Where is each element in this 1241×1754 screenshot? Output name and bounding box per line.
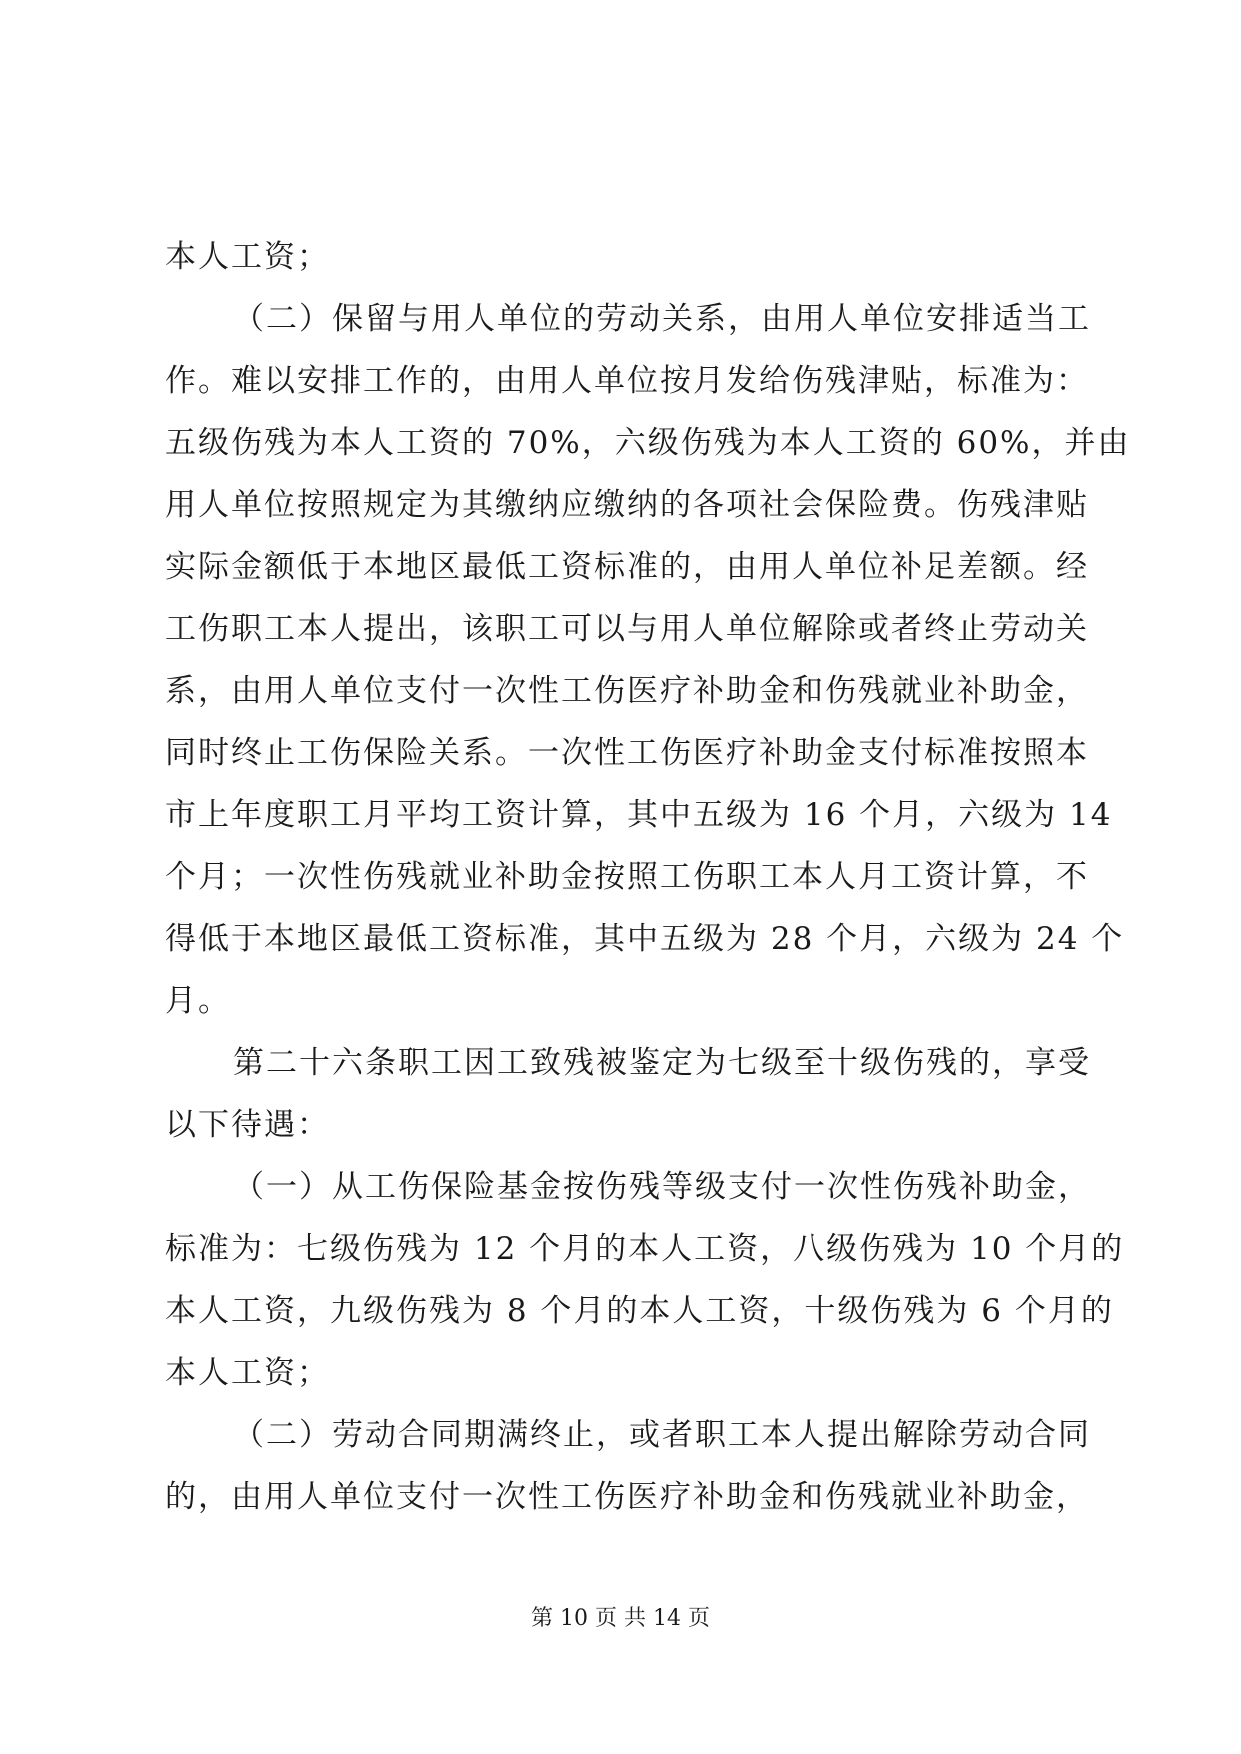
text-line: 本人工资； [165, 239, 330, 275]
text-line: 月。 [165, 983, 231, 1019]
text-line: 标准为：七级伤残为 12 个月的本人工资，八级伤残为 10 个月的 [165, 1231, 1125, 1267]
text-line: 五级伤残为本人工资的 70%，六级伤残为本人工资的 60%，并由 [165, 425, 1131, 461]
text-line: 得低于本地区最低工资标准，其中五级为 28 个月，六级为 24 个 [165, 921, 1125, 957]
text-line: 工伤职工本人提出，该职工可以与用人单位解除或者终止劳动关 [165, 611, 1089, 647]
text-line: 市上年度职工月平均工资计算，其中五级为 16 个月，六级为 14 [165, 797, 1113, 833]
page-number: 第 10 页 共 14 页 [531, 1606, 710, 1631]
text-line: 作。难以安排工作的，由用人单位按月发给伤残津贴，标准为： [165, 363, 1089, 399]
text-line: （一）从工伤保险基金按伤残等级支付一次性伤残补助金， [233, 1169, 1091, 1205]
text-line: 以下待遇： [165, 1107, 330, 1143]
text-line: （二）保留与用人单位的劳动关系，由用人单位安排适当工 [233, 301, 1091, 337]
text-line: （二）劳动合同期满终止，或者职工本人提出解除劳动合同 [233, 1417, 1091, 1453]
text-line: 系，由用人单位支付一次性工伤医疗补助金和伤残就业补助金， [165, 673, 1089, 709]
text-line: 个月；一次性伤残就业补助金按照工伤职工本人月工资计算，不 [165, 859, 1089, 895]
text-line: 用人单位按照规定为其缴纳应缴纳的各项社会保险费。伤残津贴 [165, 487, 1089, 523]
text-line: 本人工资； [165, 1355, 330, 1391]
text-line: 的，由用人单位支付一次性工伤医疗补助金和伤残就业补助金， [165, 1479, 1089, 1515]
text-line: 实际金额低于本地区最低工资标准的，由用人单位补足差额。经 [165, 549, 1089, 585]
text-line: 第二十六条职工因工致残被鉴定为七级至十级伤残的，享受 [233, 1045, 1091, 1081]
body-text [165, 226, 1131, 1528]
text-line: 本人工资，九级伤残为 8 个月的本人工资，十级伤残为 6 个月的 [165, 1293, 1114, 1329]
text-line: 同时终止工伤保险关系。一次性工伤医疗补助金支付标准按照本 [165, 735, 1089, 771]
page-footer [0, 1604, 1241, 1634]
